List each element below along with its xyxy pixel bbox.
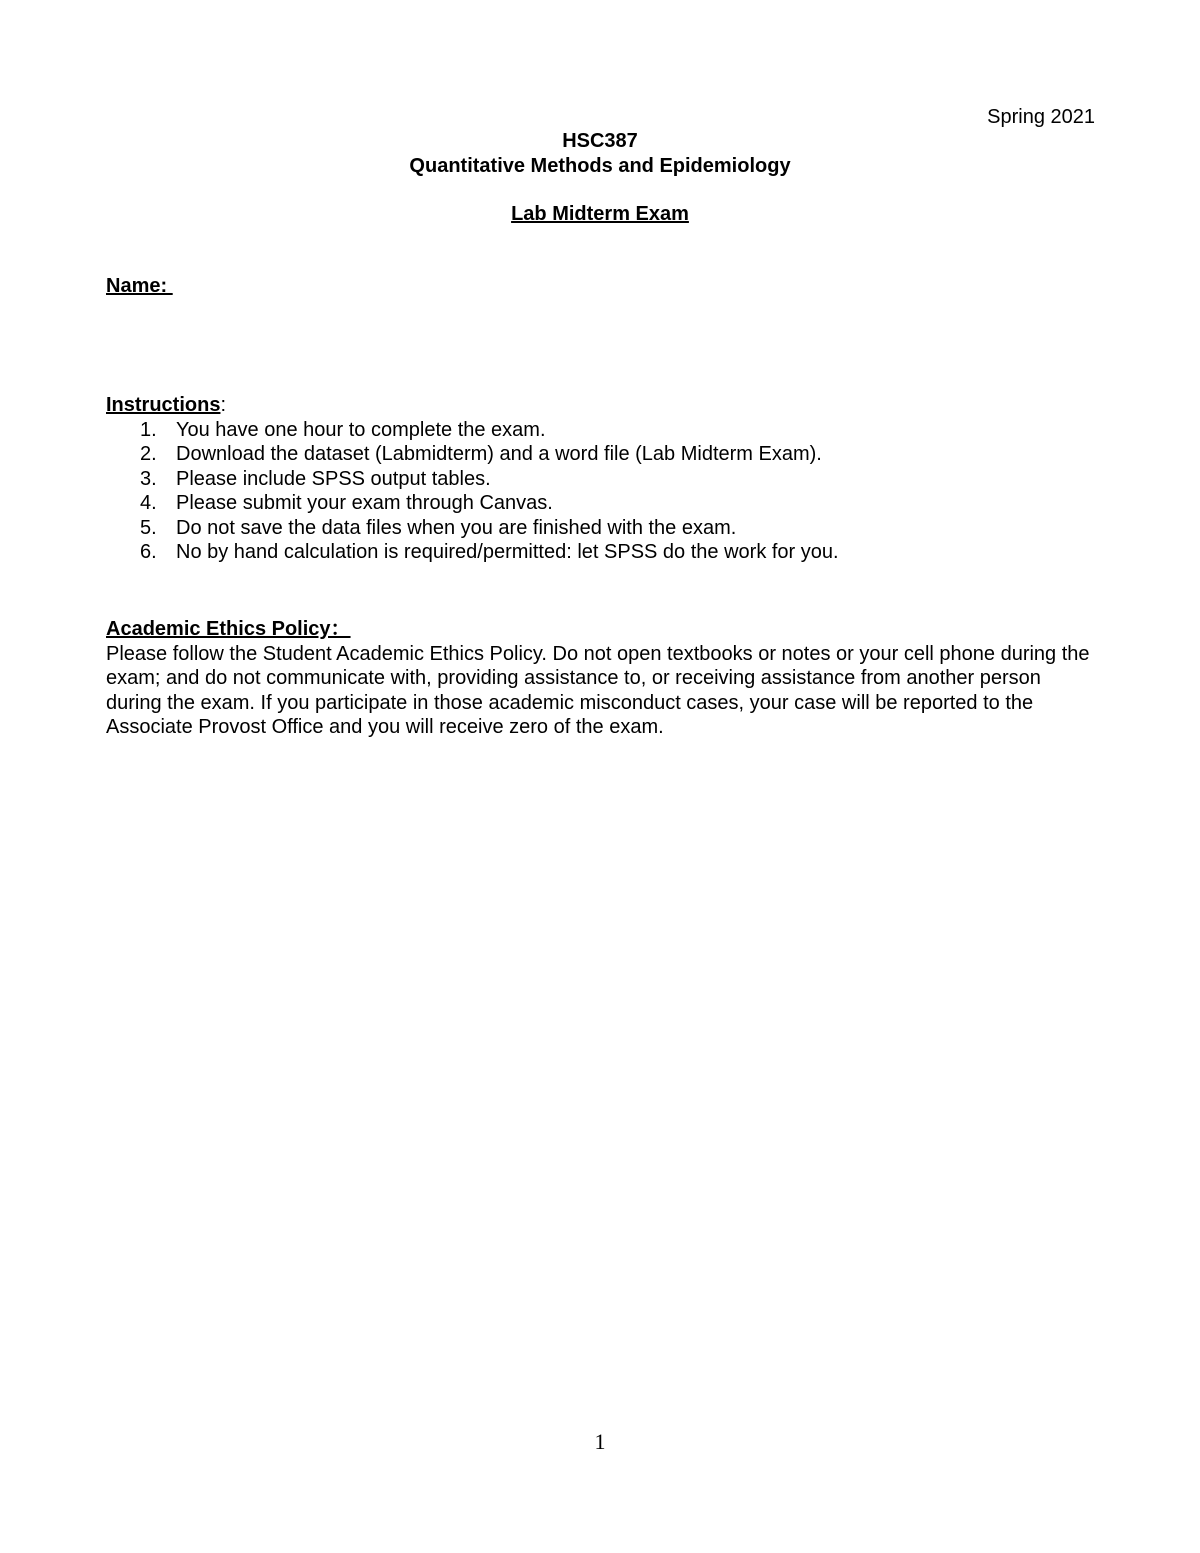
instructions-heading-colon: : <box>220 394 227 416</box>
exam-title-text: Lab Midterm Exam <box>511 203 689 225</box>
list-item-text: Download the dataset (Labmidterm) and a word file (Lab Midterm Exam). <box>176 443 822 465</box>
ethics-section <box>106 617 1096 740</box>
term-label: Spring 2021 <box>987 106 1095 128</box>
instruction-list <box>106 418 1106 565</box>
instructions-heading-text: Instructions <box>106 394 221 416</box>
list-item-number: 3. <box>140 467 157 490</box>
list-item-number: 5. <box>140 516 157 539</box>
list-item <box>106 491 1106 516</box>
list-item-text: Please include SPSS output tables. <box>176 467 491 490</box>
list-item-number: 6. <box>140 541 157 563</box>
ethics-heading: Academic Ethics Policy： <box>106 618 351 640</box>
list-item-number: 4. <box>140 492 157 514</box>
list-item-text: Do not save the data files when you are finished with the exam. <box>176 516 737 539</box>
instructions-heading <box>106 393 1106 418</box>
instructions-section <box>106 393 1106 565</box>
list-item-text: Please submit your exam through Canvas. <box>176 492 553 514</box>
name-label: Name: <box>106 275 173 297</box>
list-item <box>106 516 1106 541</box>
page-number: 1 <box>594 1429 606 1454</box>
course-code: HSC387 <box>562 130 638 152</box>
list-item <box>106 540 1106 565</box>
list-item <box>106 418 1106 443</box>
ethics-body: Please follow the Student Academic Ethics Policy. Do not open textbooks or notes or your cell phone during the exam; and do not communicate with, providing assistance to, or receiving assistance from another person during the exam. If you participate in those academic misconduct cases, your case will be reported to the Associate Provost Office and you will receive zero of the exam. <box>106 642 1090 738</box>
course-name: Quantitative Methods and Epidemiology <box>409 154 791 177</box>
list-item-text: You have one hour to complete the exam. <box>176 418 546 441</box>
list-item-number: 2. <box>140 443 157 465</box>
list-item <box>106 442 1106 467</box>
list-item-text: No by hand calculation is required/permitted: let SPSS do the work for you. <box>176 541 839 563</box>
list-item-number: 1. <box>140 418 157 441</box>
course-header <box>0 129 1200 178</box>
exam-title <box>0 202 1200 227</box>
list-item <box>106 467 1106 492</box>
